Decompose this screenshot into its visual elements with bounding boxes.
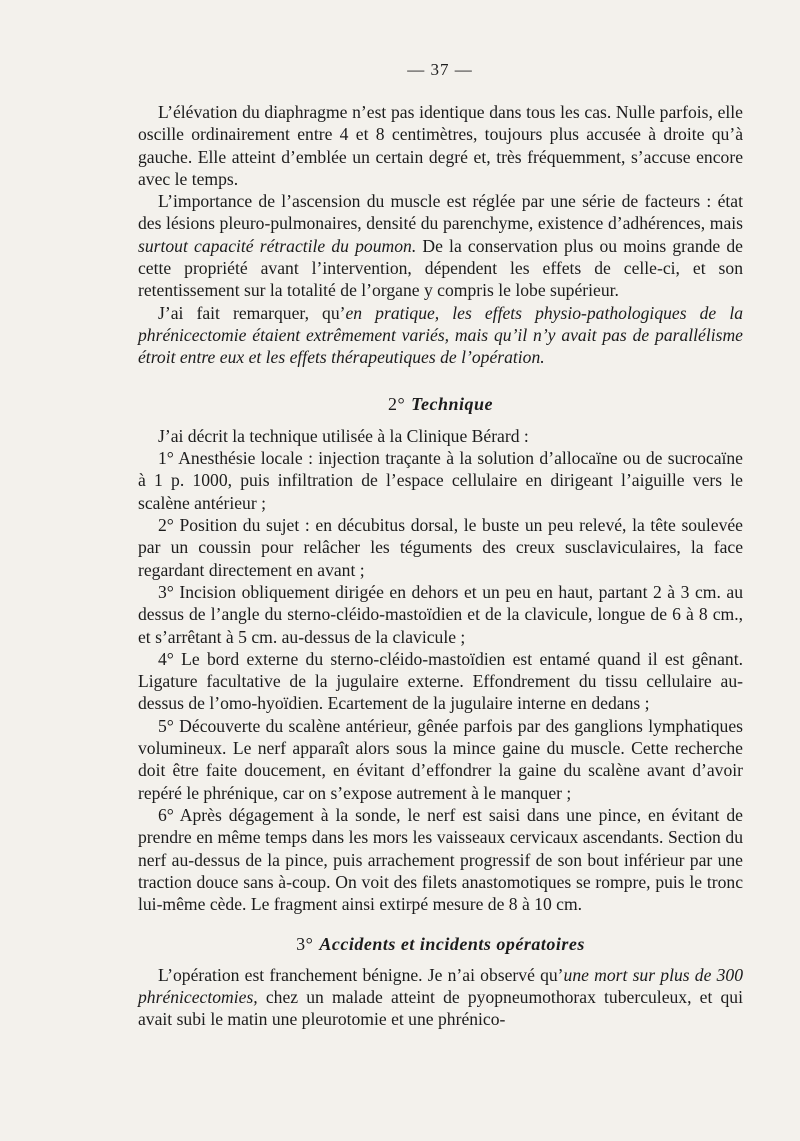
text-run: L’importance de l’ascension du muscle est réglée par une série de facteurs : état des lésions pleuro-pulmonaires, densité du parenchyme, existence d’adhérences, mais: [138, 191, 743, 234]
list-item-position: 2° Position du sujet : en décubitus dorsal, le buste un peu relevé, la tête soulevée par un coussin pour relâcher les téguments des creux susclaviculaires, la face regardant directement en avant ;: [138, 515, 743, 580]
section-heading-accidents: [138, 933, 743, 955]
paragraph-remark: [138, 302, 743, 369]
section-number: 3°: [296, 934, 314, 955]
section-heading-technique: [138, 393, 743, 415]
section-number: 2°: [387, 393, 406, 414]
emphasis-text: en pratique, les effets physio-pathologiques de la phrénicectomie étaient extrêmement variés, mais qu’il n’y avait pas de parallélisme étroit entre eux et les effets thérapeutiques de l’opération.: [138, 302, 743, 368]
emphasis-text: surtout capacité rétractile du poumon.: [138, 235, 417, 256]
document-body: [138, 101, 743, 1031]
text-run: De la conservation plus ou moins grande de cette propriété avant l’intervention, dépendent les effets de celle-ci, et son retentissement sur la totalité de l’organe y compris le lobe supérieur.: [138, 235, 743, 301]
text-run: J’ai fait remarquer, qu’: [158, 302, 346, 323]
text-run: L’opération est franchement bénigne. Je n’ai observé qu’: [158, 964, 564, 985]
list-item-nerve-extraction: 6° Après dégagement à la sonde, le nerf est saisi dans une pince, en évitant de prendre en même temps dans les mors les vaisseaux cervicaux ascendants. Section du nerf au-dessus de la pince, puis arrachement progressif de son bout inférieur par une traction douce sans à-coup. On voit des filets anastomotiques se rompre, puis le tronc lui-même cède. Le fragment ainsi extirpé mesure de 8 à 10 cm.: [138, 804, 743, 915]
list-item-sternocleidomastoid: 4° Le bord externe du sterno-cléido-mastoïdien est entamé quand il est gênant. Ligature facultative de la jugulaire externe. Effondrement du tissu cellulaire au-dessus de l’omo-hyoïdien. Ecartement de la jugulaire interne en dedans ;: [138, 648, 743, 714]
section-title: Accidents et incidents opératoires: [319, 934, 585, 955]
list-item-incision: 3° Incision obliquement dirigée en dehors et un peu en haut, partant 2 à 3 cm. au dessus de l’angle du sterno-cléido-mastoïdien et de la clavicule, longue de 6 à 8 cm., et s’arrêtant à 5 cm. au-dessus de la clavicule ;: [138, 581, 743, 647]
text-run: chez un malade atteint de pyopneumothorax tuberculeux, et qui avait subi le matin une pleurotomie et une phrénico-: [138, 986, 743, 1030]
page-number: — 37 —: [407, 60, 473, 79]
list-item-anesthesia: 1° Anesthésie locale : injection traçante à la solution d’allocaïne ou de sucrocaïne à 1 p. 1000, puis infiltration de l’espace cellulaire en dirigeant l’aiguille vers le scalène antérieur ;: [138, 448, 743, 513]
paragraph-ascension-factors: [138, 190, 743, 301]
section-title: Technique: [411, 393, 494, 414]
paragraph-operation-benign: [138, 964, 743, 1031]
list-item-scalene: 5° Découverte du scalène antérieur, gênée parfois par des ganglions lymphatiques volumineux. Le nerf apparaît alors sous la mince gaine du muscle. Cette recherche doit être faite doucement, en évitant d’effondrer la gaine du scalène avant d’avoir repéré le phrénique, car on s’expose autrement à le manquer ;: [138, 715, 743, 803]
paragraph-diaphragm-elevation: L’élévation du diaphragme n’est pas identique dans tous les cas. Nulle parfois, elle oscille ordinairement entre 4 et 8 centimètres, toujours plus accusée à droite qu’à gauche. Elle atteint d’emblée un certain degré et, très fréquemment, s’accuse encore avec le temps.: [138, 102, 743, 189]
paragraph-technique-intro: J’ai décrit la technique utilisée à la Clinique Bérard :: [158, 425, 529, 446]
emphasis-text: une mort sur plus de 300 phrénicectomies,: [138, 964, 743, 1007]
